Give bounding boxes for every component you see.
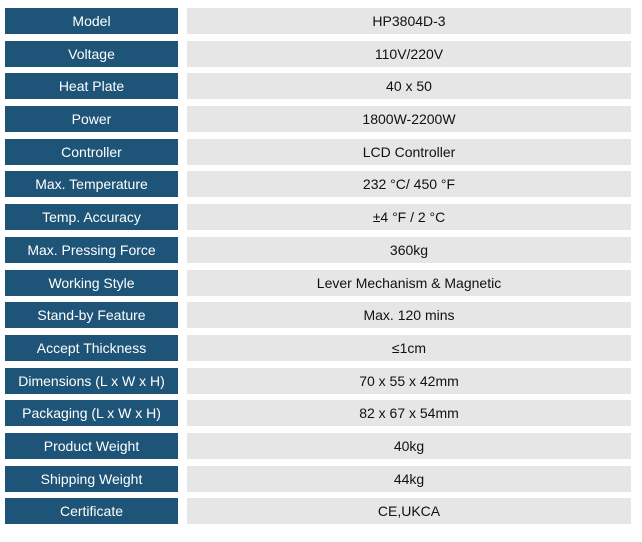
spec-value: 360kg xyxy=(187,237,631,263)
spec-row-certificate xyxy=(5,498,631,524)
spec-label: Max. Temperature xyxy=(5,171,178,197)
spec-value: 110V/220V xyxy=(187,41,631,67)
spec-value: 44kg xyxy=(187,466,631,492)
spec-value: 82 x 67 x 54mm xyxy=(187,400,631,426)
spec-value: Lever Mechanism & Magnetic xyxy=(187,270,631,296)
spec-value: ≤1cm xyxy=(187,335,631,361)
spec-row-shipping-weight xyxy=(5,466,631,492)
spec-row-dimensions xyxy=(5,368,631,394)
spec-value: 1800W-2200W xyxy=(187,106,631,132)
spec-label: Model xyxy=(5,8,178,34)
spec-label: Voltage xyxy=(5,41,178,67)
spec-value: 70 x 55 x 42mm xyxy=(187,368,631,394)
spec-label: Temp. Accuracy xyxy=(5,204,178,230)
spec-value: HP3804D-3 xyxy=(187,8,631,34)
spec-row-max-pressing-force xyxy=(5,237,631,263)
spec-row-accept-thickness xyxy=(5,335,631,361)
spec-table xyxy=(5,8,631,531)
spec-label: Dimensions (L x W x H) xyxy=(5,368,178,394)
spec-row-packaging xyxy=(5,400,631,426)
spec-label: Accept Thickness xyxy=(5,335,178,361)
spec-value: Max. 120 mins xyxy=(187,302,631,328)
spec-label: Working Style xyxy=(5,270,178,296)
spec-value: ±4 °F / 2 °C xyxy=(187,204,631,230)
spec-row-working-style xyxy=(5,270,631,296)
spec-row-voltage xyxy=(5,41,631,67)
spec-value: 40 x 50 xyxy=(187,73,631,99)
spec-value: 40kg xyxy=(187,433,631,459)
spec-label: Shipping Weight xyxy=(5,466,178,492)
spec-row-heat-plate xyxy=(5,73,631,99)
spec-label: Max. Pressing Force xyxy=(5,237,178,263)
spec-row-temp-accuracy xyxy=(5,204,631,230)
spec-label: Packaging (L x W x H) xyxy=(5,400,178,426)
spec-label: Certificate xyxy=(5,498,178,524)
spec-label: Stand-by Feature xyxy=(5,302,178,328)
spec-row-stand-by-feature xyxy=(5,302,631,328)
spec-row-product-weight xyxy=(5,433,631,459)
spec-row-model xyxy=(5,8,631,34)
spec-label: Heat Plate xyxy=(5,73,178,99)
spec-label: Controller xyxy=(5,139,178,165)
spec-label: Power xyxy=(5,106,178,132)
spec-row-controller xyxy=(5,139,631,165)
spec-label: Product Weight xyxy=(5,433,178,459)
spec-value: CE,UKCA xyxy=(187,498,631,524)
spec-row-power xyxy=(5,106,631,132)
spec-value: 232 °C/ 450 °F xyxy=(187,171,631,197)
spec-value: LCD Controller xyxy=(187,139,631,165)
spec-row-max-temperature xyxy=(5,171,631,197)
